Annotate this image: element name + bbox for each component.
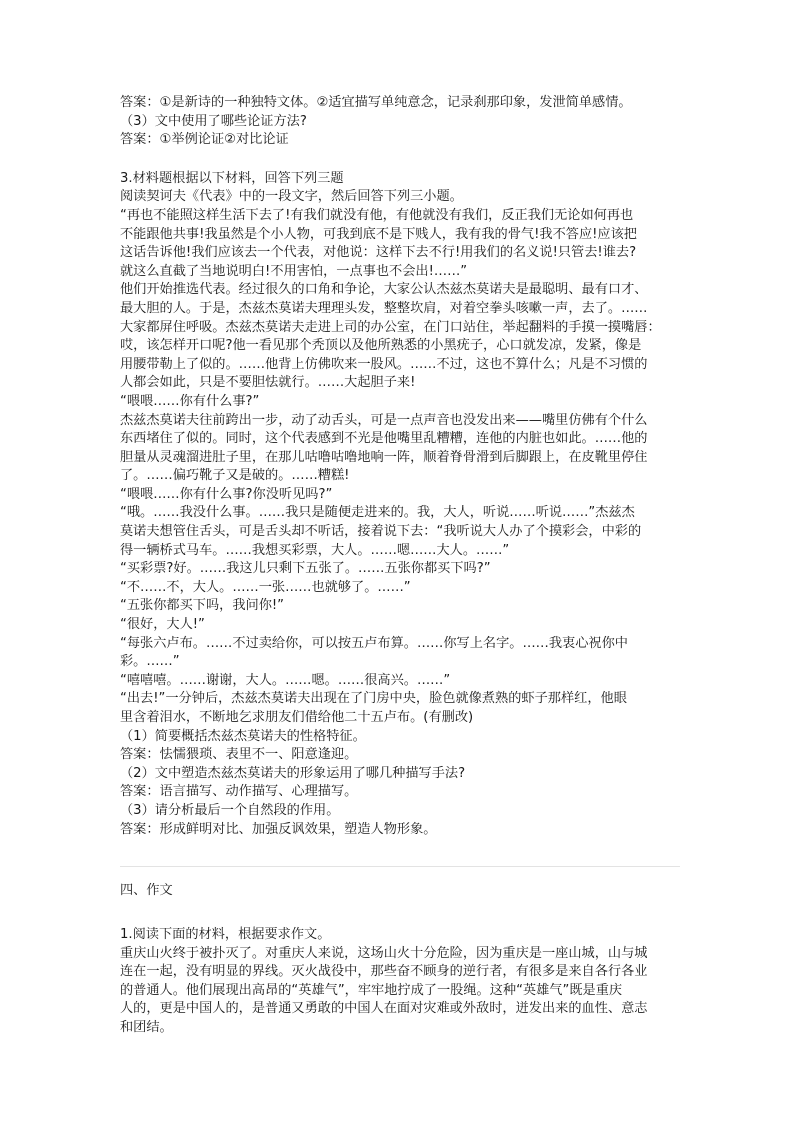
- passage-line: “出去!”一分钟后，杰兹杰莫诺夫出现在了门房中央，脸色就像煮熟的虾子那样红，他眼: [120, 691, 627, 707]
- passage-line: 彩。……”: [120, 654, 180, 670]
- passage-line: “很好，大人!”: [120, 617, 205, 633]
- instruction-line: 阅读契诃夫《代表》中的一段文字，然后回答下列三小题。: [120, 189, 463, 205]
- answer-line: 答案：形成鲜明对比、加强反讽效果，塑造人物形象。: [120, 821, 437, 837]
- section-title: 四、作文: [120, 883, 173, 898]
- essay-material-line: 重庆山火终于被扑灭了。对重庆人来说，这场山火十分危险，因为重庆是一座山城，山与城: [120, 945, 648, 961]
- passage-line: “五张你都买下吗，我问你!”: [120, 598, 285, 614]
- essay-material-line: 连在一起，没有明显的界线。灭火战役中，那些奋不顾身的逆行者，有很多是来自各行各业: [120, 964, 648, 980]
- passage-line: “再也不能照这样生活下去了!有我们就没有他，有他就没有我们，反正我们无论如何再也: [120, 207, 634, 223]
- essay-prompt: [120, 926, 680, 1038]
- answer-line: 答案：语言描写、动作描写、心理描写。: [120, 784, 358, 800]
- question-line: （3）请分析最后一个自然段的作用。: [120, 802, 340, 818]
- passage-line: 得一辆桥式马车。……我想买彩票，大人。……嗯……大人。……”: [120, 542, 510, 558]
- passage-line: “每张六卢布。……不过卖给你，可以按五卢布算。……你写上名字。……我衷心祝你中: [120, 635, 628, 651]
- passage-line: 这话告诉他!我们应该去一个代表，对他说：这样下去不行!用我们的名义说!只管去!谁去?: [120, 245, 637, 261]
- answer-line: 答案：①是新诗的一种独特文体。②适宜描写单纯意念，记录刹那印象，发泄简单感情。: [120, 95, 632, 110]
- passage-line: “喂喂……你有什么事?你没听见吗?”: [120, 486, 333, 502]
- question-line: （3）文中使用了哪些论证方法?: [120, 113, 307, 129]
- passage-line: 不能跟他共事!我虽然是个小人物，可我到底不是下贱人，我有我的骨气!我不答应!应该把: [120, 226, 637, 242]
- passage-line: 人都会如此，只是不要胆怯就行。……大起胆子来!: [120, 375, 416, 391]
- question-line: （1）简要概括杰兹杰莫诺夫的性格特征。: [120, 728, 366, 744]
- essay-material-line: 人的，更是中国人的，是普通又勇敢的中国人在面对灾难或外敌时，迸发出来的血性、意志: [120, 1001, 648, 1017]
- section-divider: [120, 866, 680, 867]
- passage-line: “不……不，大人。……一张……也就够了。……”: [120, 579, 411, 595]
- passage-line: 东西堵住了似的。同时，这个代表感到不光是他嘴里乱糟糟，连他的内脏也如此。……他的: [120, 431, 648, 447]
- passage-line: 哎，该怎样开口呢?他一看见那个秃顶以及他所熟悉的小黑疣子，心口就发凉，发紧，像是: [120, 338, 642, 354]
- answer-line: 答案：怯懦猥琐、表里不一、阳意逢迎。: [120, 747, 358, 763]
- answer-line: 答案：①举例论证②对比论证: [120, 132, 289, 148]
- section-heading: [120, 882, 680, 901]
- question-line: （2）文中塑造杰兹杰莫诺夫的形象运用了哪几种描写手法?: [120, 765, 466, 781]
- passage-line: “嘻嘻嘻。……谢谢，大人。……嗯。……很高兴。……”: [120, 672, 451, 688]
- passage-line: 杰兹杰莫诺夫往前跨出一步，动了动舌头，可是一点声音也没发出来——嘴里仿佛有个什么: [120, 412, 648, 428]
- passage-line: 胆量从灵魂溜进肚子里，在那儿咕噜咕噜地响一阵，顺着脊骨滑到后脚跟上，在皮靴里停住: [120, 449, 648, 465]
- passage-line: 大家都屏住呼吸。杰兹杰莫诺夫走进上司的办公室，在门口站住，举起翻料的手摸一摸嘴唇：: [120, 319, 661, 335]
- question-heading: 3.材料题根据以下材料，回答下列三题: [120, 170, 344, 186]
- passage-line: 了。……偏巧靴子又是破的。……糟糕!: [120, 468, 350, 484]
- passage-line: 就这么直截了当地说明白!不用害怕，一点事也不会出!……”: [120, 263, 468, 279]
- essay-material-line: 的普通人。他们展现出高昂的“英雄气”，牢牢地拧成了一股绳。这种“英雄气”既是重庆: [120, 982, 623, 998]
- document-body: [120, 94, 680, 839]
- passage-line: 里含着泪水，不断地乞求朋友们借给他二十五卢布。(有删改): [120, 710, 474, 725]
- essay-material-line: 和团结。: [120, 1019, 173, 1035]
- passage-line: 用腰带勒上了似的。……他背上仿佛吹来一股风。……不过，这也不算什么；凡是不习惯的: [120, 356, 648, 372]
- passage-line: 最大胆的人。于是，杰兹杰莫诺夫理理头发，整整坎肩，对着空拳头咳嗽一声，去了。……: [120, 300, 648, 316]
- passage-line: “哦。……我没什么事。……我只是随便走进来的。我，大人，听说……听说……”杰兹杰: [120, 505, 635, 521]
- passage-line: 莫诺夫想管住舌头，可是舌头却不听话，接着说下去：“我听说大人办了个摸彩会，中彩的: [120, 524, 642, 540]
- passage-line: “喂喂……你有什么事?”: [120, 393, 260, 409]
- passage-line: 他们开始推选代表。经过很久的口角和争论，大家公认杰兹杰莫诺夫是最聪明、最有口才、: [120, 282, 648, 298]
- essay-question: 1.阅读下面的材料，根据要求作文。: [120, 927, 331, 942]
- passage-line: “买彩票?好。……我这儿只剩下五张了。……五张你都买下吗?”: [120, 561, 491, 577]
